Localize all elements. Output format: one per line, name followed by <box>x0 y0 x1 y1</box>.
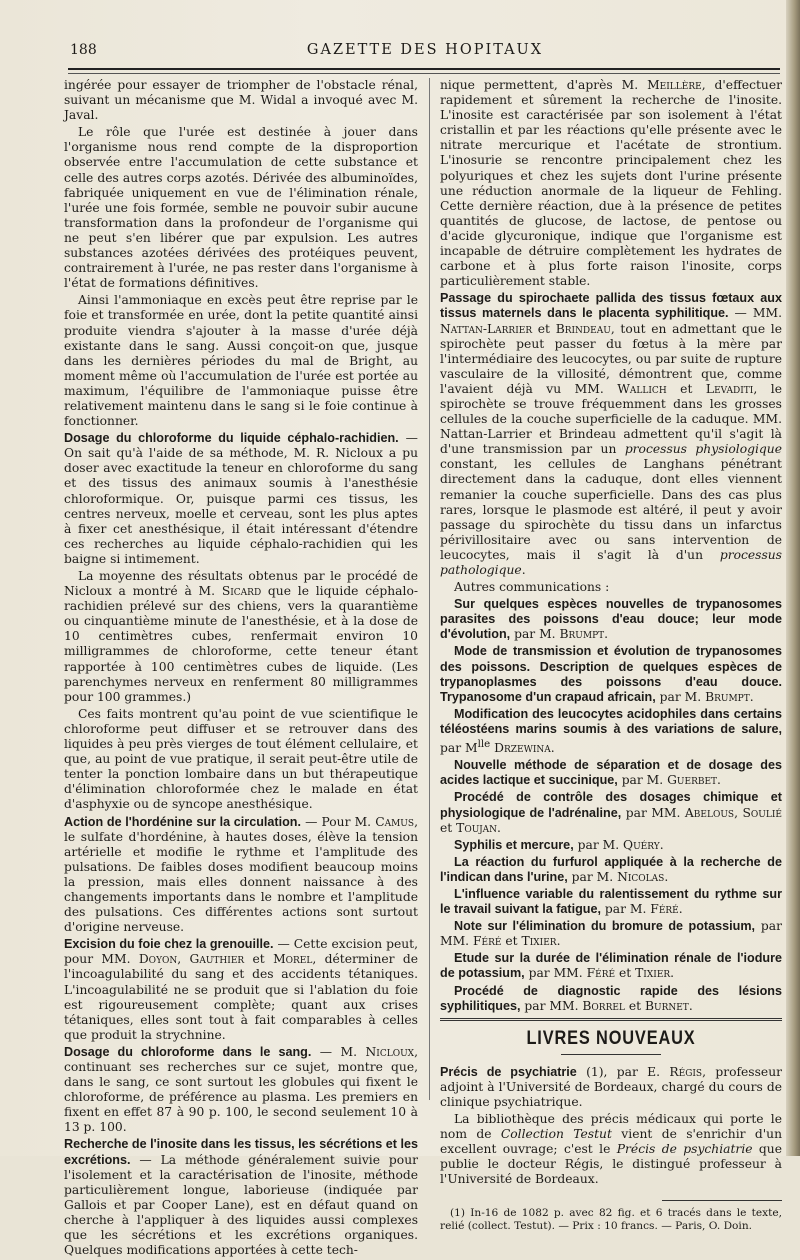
paragraph: Ces faits montrent qu'au point de vue scientifique le chloroforme peut diffuser et se retrouver dans des liquides à peu près vierges de tout élément cellulaire, et que, au point de vue pratique, il serait peut-être utile de tenter la ponction lombaire dans un but thérapeutique d'élimination chloroformée chez le malade en état d'asphyxie ou de syncope anesthésique. <box>64 706 418 812</box>
book-review-heading: Précis de psychiatrie (1), par E. Régis, professeur adjoint à l'Université de Bordeaux, chargé du cours de clinique psychiatrique. <box>440 1064 783 1109</box>
page-number: 188 <box>70 42 97 58</box>
communication-item: Etude sur la durée de l'élimination rénale de l'iodure de potassium, par MM. Féré et Tixier. <box>440 951 782 981</box>
paragraph: ingérée pour essayer de triompher de l'obstacle rénal, suivant un mécanisme que M. Widal a invoqué avec M. Javal. <box>64 78 418 123</box>
article-chloroforme-sang: Dosage du chloroforme dans le sang. — M. Nicloux, continuant ses recherches sur ce sujet, montre que, dans le sang, ce sont surtout les globules qui fixent le chloroforme, de préférence au plasma. Les premiers en fixent en effet 87 à 90 p. 100, le second seulement 10 à 13 p. 100. <box>64 1044 418 1135</box>
author-name: Brindeau <box>555 321 611 336</box>
article-inosite: Recherche de l'inosite dans les tissus, les sécrétions et les excrétions. — La méthode généralement suivie pour l'isolement et la caractérisation de l'inosite, méthode particulièrement longue, laborieuse (indiquée par Gallois et par Cooper Lane), est en défaut quand on cherche à l'appliquer à des liquides aussi complexes que les sécrétions et les excrétions organiques. Quelques modifications apportées à cette tech- <box>64 1137 418 1258</box>
paragraph: La moyenne des résultats obtenus par le procédé de Nicloux a montré à M. Sicard que le liquide céphalo-rachidien prélevé sur des chiens, vers la quarantième ou cinquantième minute de l'anesthésie, et à la dose de 10 centimètres cubes, renfermait environ 10 milligrammes de chloroforme, cette teneur étant rapportée à 100 centimètres cubes de liquide. (Les parenchymes nerveux en renferment 80 milligrammes pour 100 grammes.) <box>64 569 418 704</box>
author-name: Nattan-Larrier <box>440 321 533 336</box>
article-hordenine: Action de l'hordénine sur la circulation. — Pour M. Camus, le sulfate d'hordénine, à hautes doses, élève la tension artérielle et modifie le rythme et l'amplitude des pulsations. De faibles doses modifient beaucoup moins la pression, mais elles donnent naissance à des changements importants dans le nombre et l'amplitude des pulsations. Ces différentes actions sont surtout d'origine nerveuse. <box>64 814 418 935</box>
page-header <box>70 38 780 62</box>
section-title-underline <box>561 1054 661 1055</box>
section-divider <box>440 1018 782 1021</box>
communication-item: Procédé de diagnostic rapide des lésions syphilitiques, par MM. Borrel et Burnet. <box>440 983 782 1013</box>
author-name: Régis <box>669 1064 703 1079</box>
paragraph: La bibliothèque des précis médicaux qui porte le nom de Collection Testut vient de s'enrichir d'un excellent ouvrage; c'est le Précis de psychiatrie que publie le docteur Régis, le distingué professeur à l'Université de Bordeaux. <box>440 1112 783 1187</box>
left-column <box>64 78 418 1260</box>
article-heading: Dosage du chloroforme du liquide céphalo-rachidien. <box>64 431 399 446</box>
communication-item: Nouvelle méthode de séparation et de dosage des acides lactique et succinique, par M. Guerbet. <box>440 758 782 788</box>
author-name: Wallich <box>617 381 667 396</box>
article-heading: Recherche de l'inosite dans les tissus, les sécrétions et les excrétions. <box>64 1137 418 1167</box>
communication-item: Modification des leucocytes acidophiles dans certains téléostéens marins soumis à des variations de salure, par $M^{lle}$ Drzewina. <box>440 706 782 756</box>
author-name: Sicard <box>221 584 262 599</box>
other-communications-label: Autres communications : <box>454 580 610 595</box>
author-name: Nicloux <box>365 1044 415 1059</box>
author-name: Meillère <box>647 78 702 92</box>
footnote: (1) In-16 de 1082 p. avec 82 fig. et 6 tracés dans le texte, relié (collect. Testut). — Prix : 10 francs. — Paris, O. Doin. <box>440 1206 782 1232</box>
communication-item: Mode de transmission et évolution de trypanosomes des poissons. Description de quelques espèces de trypanoplasmes des poissons d'eau douce. Trypanosome d'un crapaud africain, par M. Brumpt. <box>440 644 782 704</box>
author-name: Doyon, Gauthier <box>138 952 245 967</box>
author-name: Morel <box>273 952 313 967</box>
communication-item: Syphilis et mercure, par M. Quéry. <box>454 837 664 852</box>
right-column <box>440 78 782 1235</box>
article-heading: Excision du foie chez la grenouille. <box>64 937 274 952</box>
communication-item: Note sur l'élimination du bromure de potassium, par MM. Féré et Tixier. <box>440 919 782 949</box>
article-heading: Action de l'hordénine sur la circulation. <box>64 814 301 829</box>
article-chloroforme-lcr: Dosage du chloroforme du liquide céphalo-rachidien. — On sait qu'à l'aide de sa méthode, M. R. Nicloux a pu doser avec exactitude la teneur en chloroforme du sang et des tissus des animaux soumis à l'anesthésie chloroformique. Or, puisque parmi ces tissus, les centres nerveux, moelle et cerveau, sont les plus aptes à fixer cet anesthésique, il était intéressant d'étendre ces recherches au liquide céphalo-rachidien qui les baigne si intimement. <box>64 431 418 566</box>
article-excision-foie: Excision du foie chez la grenouille. — Cette excision peut, pour MM. Doyon, Gauthier et Morel, déterminer de l'incoagulabilité du sang et des accidents tétaniques. L'incoagulabilité ne se produit que si l'ablation du foie est rigoureusement complète; quant aux crises tétaniques, elles sont tout à fait comparables à celles que produit la strychnine. <box>64 937 418 1042</box>
page-binding-edge <box>786 0 800 1156</box>
author-name: Levaditi <box>705 381 754 396</box>
paragraph: nique permettent, d'après M. Meillère, d'effectuer rapidement et sûrement la recherche de l'inosite. L'inosite est caractérisée par son isolement à l'état cristallin et par les réactions qu'elle présente avec le nitrate mercurique et l'acétate de strontium. L'inosurie se rencontre principalement chez les polyuriques et chez les sujets dont l'urine présente une réduction anormale de la liqueur de Fehling. Cette dernière réaction, due à la présence de petites quantités de glucose, de lactose, de pentose ou d'acide glycuronique, indique que l'organisme est incapable de détruire complètement les hydrates de carbone et à plus forte raison l'inosite, corps particulièrement stable. <box>440 78 783 289</box>
paragraph: Ainsi l'ammoniaque en excès peut être reprise par le foie et transformée en urée, dont la petite quantité ainsi produite viendra s'ajouter à la masse d'urée déjà existante dans le sang. Aussi conçoit-on que, jusque dans les dernières périodes du mal de Bright, au moment même où l'accumulation de l'urée est portée au maximum, l'équilibre de l'ammoniaque puisse être relativement maintenu dans le sang si le foie continue à fonctionner. <box>64 293 418 429</box>
communication-item: Procédé de contrôle des dosages chimique et physiologique de l'adrénaline, par MM. Abelous, Soulié et Toujan. <box>440 790 782 835</box>
article-spirochaete: Passage du spirochaete pallida des tissus fœtaux aux tissus maternels dans le placenta syphilitique. — MM. Nattan-Larrier et Brindeau, tout en admettant que le spirochète peut passer du fœtus à la mère par l'intermédiaire des leucocytes, ou par suite de rupture vasculaire de la villosité, démontrent que, comme l'avaient déjà vu MM. Wallich et Levaditi, le spirochète se trouve fréquemment dans les grosses cellules de la couche superficielle de la caduque. MM. Nattan-Larrier et Brindeau admettent qu'il s'agit là d'une transmission par un processus physiologique constant, les cellules de Langhans pénétrant directement dans la caduque, dont elles viennent remanier la couche superficielle. Dans des cas plus rares, lorsque le plasmode est altéré, il peut y avoir passage du spirochète du tissu dans un infarctus périvillositaire avec ou sans intervention de leucocytes, mais il s'agit là d'un processus pathologique. <box>440 291 782 577</box>
running-title: GAZETTE DES HOPITAUX <box>306 42 544 58</box>
communication-item: Sur quelques espèces nouvelles de trypanosomes parasites des poissons d'eau douce; leur mode d'évolution, par M. Brumpt. <box>440 597 782 642</box>
book-title: Précis de psychiatrie <box>440 1064 577 1079</box>
communication-item: L'influence variable du ralentissement du rythme sur le travail suivant la fatigue, par M. Féré. <box>440 886 782 917</box>
column-divider <box>429 78 430 1100</box>
article-heading: Dosage du chloroforme dans le sang. <box>64 1044 312 1059</box>
author-name: Camus <box>375 814 415 829</box>
article-heading: Passage du spirochaete pallida des tissus fœtaux aux tissus maternels dans le placenta syphilitique. <box>440 291 782 321</box>
paragraph: Le rôle que l'urée est destinée à jouer dans l'organisme nous rend compte de la disproportion observée entre l'accumulation de cette substance et celle des autres corps azotés. Dérivée des albuminoïdes, fabriquée uniquement en vue de l'élimination rénale, l'urée une fois formée, semble ne pouvoir subir aucune transformation dans la profondeur de l'organisme qui ne peut s'en libérer que par expulsion. Les autres substances azotées dérivées des protéiques peuvent, contrairement à l'urée, ne pas rester dans l'organisme à l'état de formations définitives. <box>64 125 418 291</box>
header-rule <box>68 68 780 70</box>
footnote-rule <box>662 1200 782 1201</box>
section-title-livres-nouveaux: LIVRES NOUVEAUX <box>526 1027 696 1049</box>
communication-item: La réaction du furfurol appliquée à la recherche de l'indican dans l'urine, par M. Nicolas. <box>440 854 782 884</box>
header-rule-thin <box>68 73 780 74</box>
